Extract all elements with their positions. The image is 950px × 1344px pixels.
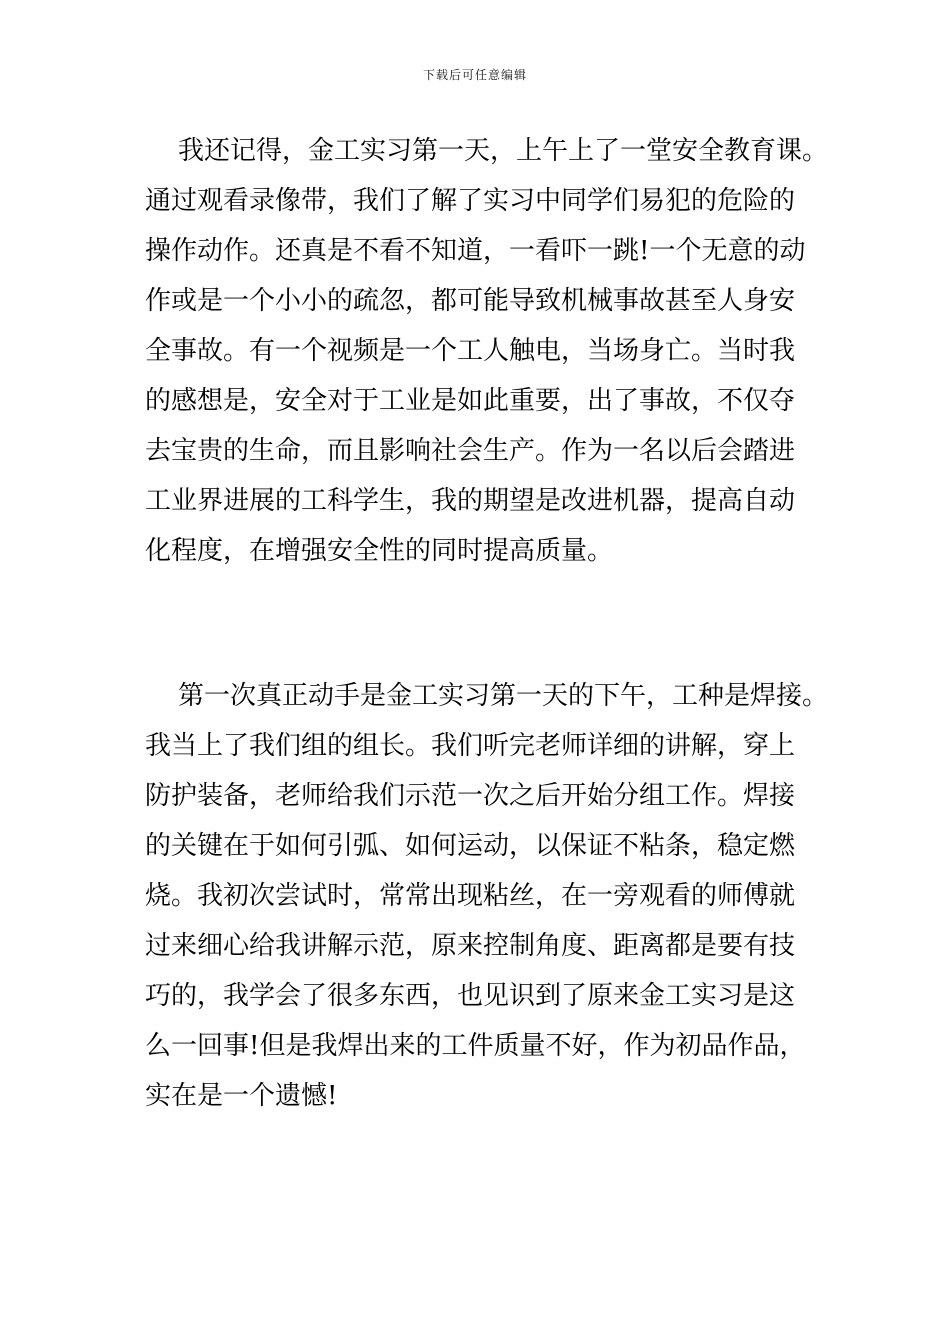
text-line: 工业界进展的工科学生，我的期望是改进机器，提高自动 <box>145 486 796 516</box>
text-line: 通过观看录像带，我们了解了实习中同学们易犯的危险的 <box>145 186 796 216</box>
text-line: 全事故。有一个视频是一个工人触电，当场身亡。当时我 <box>145 336 796 366</box>
text-line: 操作动作。还真是不看不知道，一看吓一跳!一个无意的动 <box>145 236 806 266</box>
text-line: 的关键在于如何引弧、如何运动，以保证不粘条，稳定燃 <box>145 831 796 861</box>
text-line: 作或是一个小小的疏忽，都可能导致机械事故甚至人身安 <box>145 286 796 316</box>
text-line: 我当上了我们组的组长。我们听完老师详细的讲解，穿上 <box>145 731 796 761</box>
text-line: 烧。我初次尝试时，常常出现粘丝，在一旁观看的师傅就 <box>145 881 796 911</box>
paragraph <box>145 126 835 576</box>
text-line: 实在是一个遗憾! <box>145 1081 338 1111</box>
header-note: 下载后可任意编辑 <box>422 68 527 82</box>
text-line: 过来细心给我讲解示范，原来控制角度、距离都是要有技 <box>145 931 796 961</box>
text-line: 防护装备，老师给我们示范一次之后开始分组工作。焊接 <box>145 781 796 811</box>
text-line: 巧的，我学会了很多东西，也见识到了原来金工实习是这 <box>145 981 796 1011</box>
text-line: 第一次真正动手是金工实习第一天的下午，工种是焊接。 <box>178 681 829 711</box>
paragraph <box>145 671 835 1121</box>
text-line: 么一回事!但是我焊出来的工件质量不好，作为初品作品， <box>145 1031 806 1061</box>
text-line: 化程度，在增强安全性的同时提高质量。 <box>145 536 614 566</box>
text-line: 去宝贵的生命，而且影响社会生产。作为一名以后会踏进 <box>145 436 796 466</box>
text-line: 我还记得，金工实习第一天，上午上了一堂安全教育课。 <box>178 136 829 166</box>
text-line: 的感想是，安全对于工业是如此重要，出了事故，不仅夺 <box>145 386 796 416</box>
